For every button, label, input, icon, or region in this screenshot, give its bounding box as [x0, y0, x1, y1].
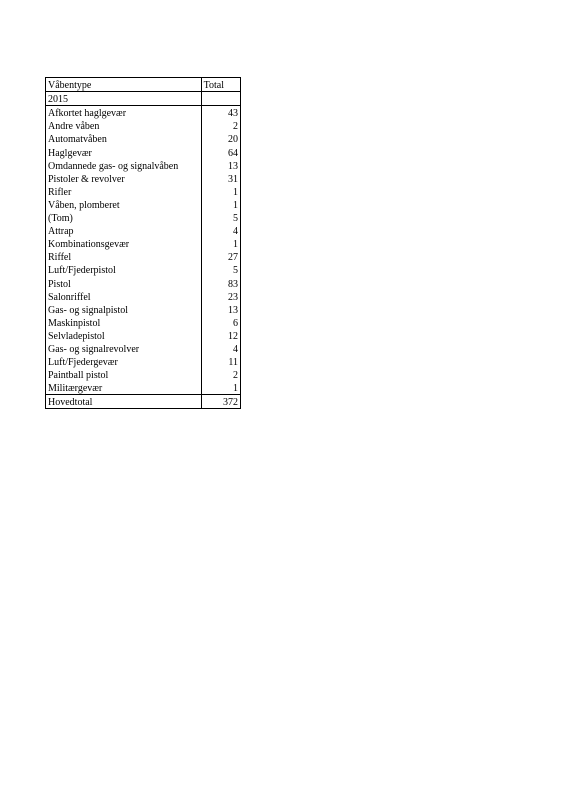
- header-row: [46, 78, 241, 92]
- table-row: [46, 276, 241, 289]
- weapon-total-cell: 13: [201, 303, 240, 316]
- weapon-type-cell: Afkortet haglgevær: [46, 106, 202, 120]
- weapon-total-cell: 64: [201, 145, 240, 158]
- table-row: [46, 381, 241, 395]
- weapon-type-cell: Rifler: [46, 185, 202, 198]
- weapon-type-cell: Omdannede gas- og signalvåben: [46, 159, 202, 172]
- table-row: [46, 303, 241, 316]
- weapon-total-cell: 12: [201, 329, 240, 342]
- weapon-type-cell: Riffel: [46, 250, 202, 263]
- header-total-cell: Total: [201, 78, 240, 92]
- weapon-type-cell: Luft/Fjederpistol: [46, 263, 202, 276]
- weapon-type-cell: Luft/Fjedergevær: [46, 355, 202, 368]
- table-body: [46, 78, 241, 106]
- table-row: [46, 329, 241, 342]
- weapon-total-cell: 1: [201, 381, 240, 395]
- weapon-type-cell: Pistol: [46, 276, 202, 289]
- data-rows: [46, 106, 241, 395]
- weapon-type-cell: Selvladepistol: [46, 329, 202, 342]
- weapon-total-cell: 83: [201, 276, 240, 289]
- weapon-type-cell: Haglgevær: [46, 145, 202, 158]
- weapon-total-cell: 11: [201, 355, 240, 368]
- table-row: [46, 342, 241, 355]
- table-row: [46, 368, 241, 381]
- table-row: [46, 237, 241, 250]
- weapon-type-cell: Kombinationsgevær: [46, 237, 202, 250]
- header-type-cell: Våbentype: [46, 78, 202, 92]
- weapon-total-cell: 4: [201, 224, 240, 237]
- weapon-type-cell: Pistoler & revolver: [46, 172, 202, 185]
- table-row: [46, 185, 241, 198]
- grand-total-value: 372: [201, 395, 240, 409]
- table-row: [46, 224, 241, 237]
- weapon-type-table: [45, 77, 241, 409]
- table-row: [46, 119, 241, 132]
- weapon-total-cell: 5: [201, 263, 240, 276]
- table-row: [46, 250, 241, 263]
- table-row: [46, 159, 241, 172]
- weapon-total-cell: 27: [201, 250, 240, 263]
- year-cell: 2015: [46, 92, 202, 106]
- weapon-type-cell: Andre våben: [46, 119, 202, 132]
- table-row: [46, 290, 241, 303]
- weapon-total-cell: 20: [201, 132, 240, 145]
- weapon-total-cell: 1: [201, 198, 240, 211]
- weapon-total-cell: 1: [201, 237, 240, 250]
- weapon-total-cell: 5: [201, 211, 240, 224]
- table-row: [46, 316, 241, 329]
- total-section: [46, 395, 241, 409]
- year-row: [46, 92, 241, 106]
- grand-total-label: Hovedtotal: [46, 395, 202, 409]
- table-row: [46, 198, 241, 211]
- weapon-type-cell: Automatvåben: [46, 132, 202, 145]
- table-row: [46, 263, 241, 276]
- weapon-type-cell: Maskinpistol: [46, 316, 202, 329]
- weapon-total-cell: 31: [201, 172, 240, 185]
- table-row: [46, 172, 241, 185]
- table-row: [46, 145, 241, 158]
- weapon-type-cell: Salonriffel: [46, 290, 202, 303]
- weapon-total-cell: 43: [201, 106, 240, 120]
- weapon-total-cell: 1: [201, 185, 240, 198]
- weapon-type-cell: Militærgevær: [46, 381, 202, 395]
- table-row: [46, 132, 241, 145]
- weapon-total-cell: 2: [201, 368, 240, 381]
- weapon-total-cell: 4: [201, 342, 240, 355]
- table-row: [46, 106, 241, 120]
- grand-total-row: [46, 395, 241, 409]
- weapon-total-cell: 13: [201, 159, 240, 172]
- table-row: [46, 355, 241, 368]
- weapon-total-cell: 6: [201, 316, 240, 329]
- weapon-type-cell: Gas- og signalpistol: [46, 303, 202, 316]
- weapon-type-cell: Våben, plomberet: [46, 198, 202, 211]
- weapon-type-cell: Paintball pistol: [46, 368, 202, 381]
- weapon-type-cell: (Tom): [46, 211, 202, 224]
- weapon-total-cell: 23: [201, 290, 240, 303]
- year-total-cell: [201, 92, 240, 106]
- weapon-total-cell: 2: [201, 119, 240, 132]
- weapon-type-cell: Gas- og signalrevolver: [46, 342, 202, 355]
- weapon-type-cell: Attrap: [46, 224, 202, 237]
- table-row: [46, 211, 241, 224]
